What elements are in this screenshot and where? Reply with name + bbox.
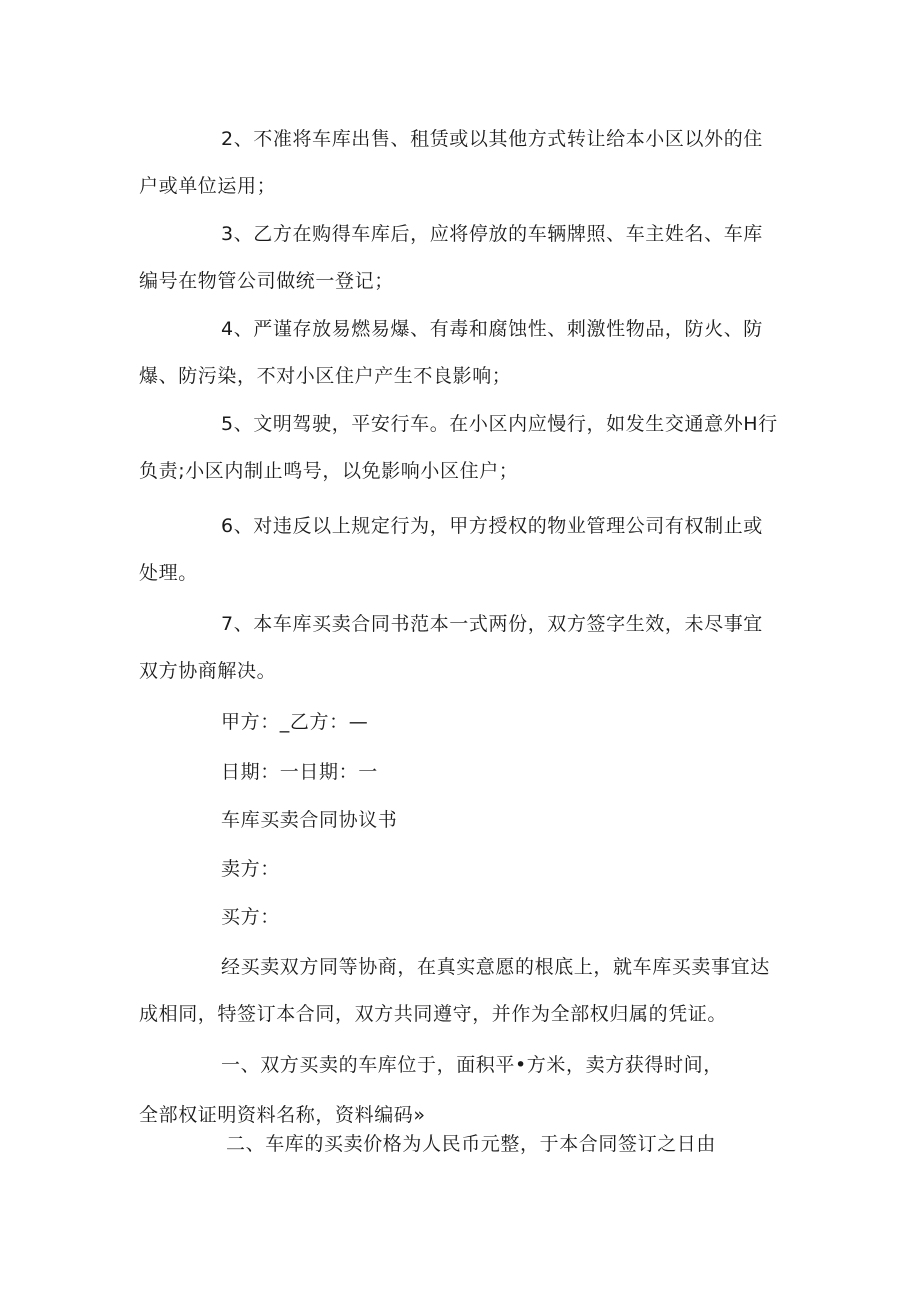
clause-7-line-1: 7、本车库买卖合同书范本一式两份，双方签字生效，未尽事宜 <box>221 613 763 635</box>
clause-4-line-2: 爆、防污染，不对小区住户产生不良影响； <box>139 365 512 387</box>
clause-7-line-2: 双方协商解决。 <box>139 660 277 682</box>
clause-4-line-1: 4、严谨存放易燃易爆、有毒和腐蚀性、刺激性物品，防火、防 <box>221 318 763 340</box>
contract-title: 车库买卖合同协议书 <box>221 809 398 831</box>
article-2-line-1: 二、车库的买卖价格为人民币元整，于本合同签订之日由 <box>226 1133 717 1155</box>
clause-5-line-2: 负责;小区内制止鸣号，以免影响小区住户； <box>139 460 519 482</box>
seller-label: 卖方： <box>221 858 280 880</box>
clause-3-line-1: 3、乙方在购得车库后，应将停放的车辆牌照、车主姓名、车库 <box>221 223 763 245</box>
article-1-line-2: 全部权证明资料名称，资料编码» <box>139 1104 426 1126</box>
clause-5-line-1: 5、文明驾驶，平安行车。在小区内应慢行，如发生交通意外H行 <box>221 413 778 435</box>
clause-6-line-1: 6、对违反以上规定行为，甲方授权的物业管理公司有权制止或 <box>221 515 763 537</box>
article-1-line-1: 一、双方买卖的车库位于，面积平•方米，卖方获得时间， <box>221 1054 723 1076</box>
clause-2-line-2: 户或单位运用； <box>139 175 277 197</box>
signature-dates: 日期：一日期：一 <box>221 761 378 783</box>
buyer-label: 买方： <box>221 906 280 928</box>
clause-2-line-1: 2、不准将车库出售、租赁或以其他方式转让给本小区以外的住 <box>221 128 763 150</box>
clause-6-line-2: 处理。 <box>139 562 198 584</box>
preamble-line-1: 经买卖双方同等协商，在真实意愿的根底上，就车库买卖事宜达 <box>221 956 770 978</box>
clause-3-line-2: 编号在物管公司做统一登记； <box>139 270 394 292</box>
signature-parties: 甲方：_乙方：— <box>221 711 369 733</box>
preamble-line-2: 成相同，特签订本合同，双方共同遵守，并作为全部权归属的凭证。 <box>139 1003 728 1025</box>
